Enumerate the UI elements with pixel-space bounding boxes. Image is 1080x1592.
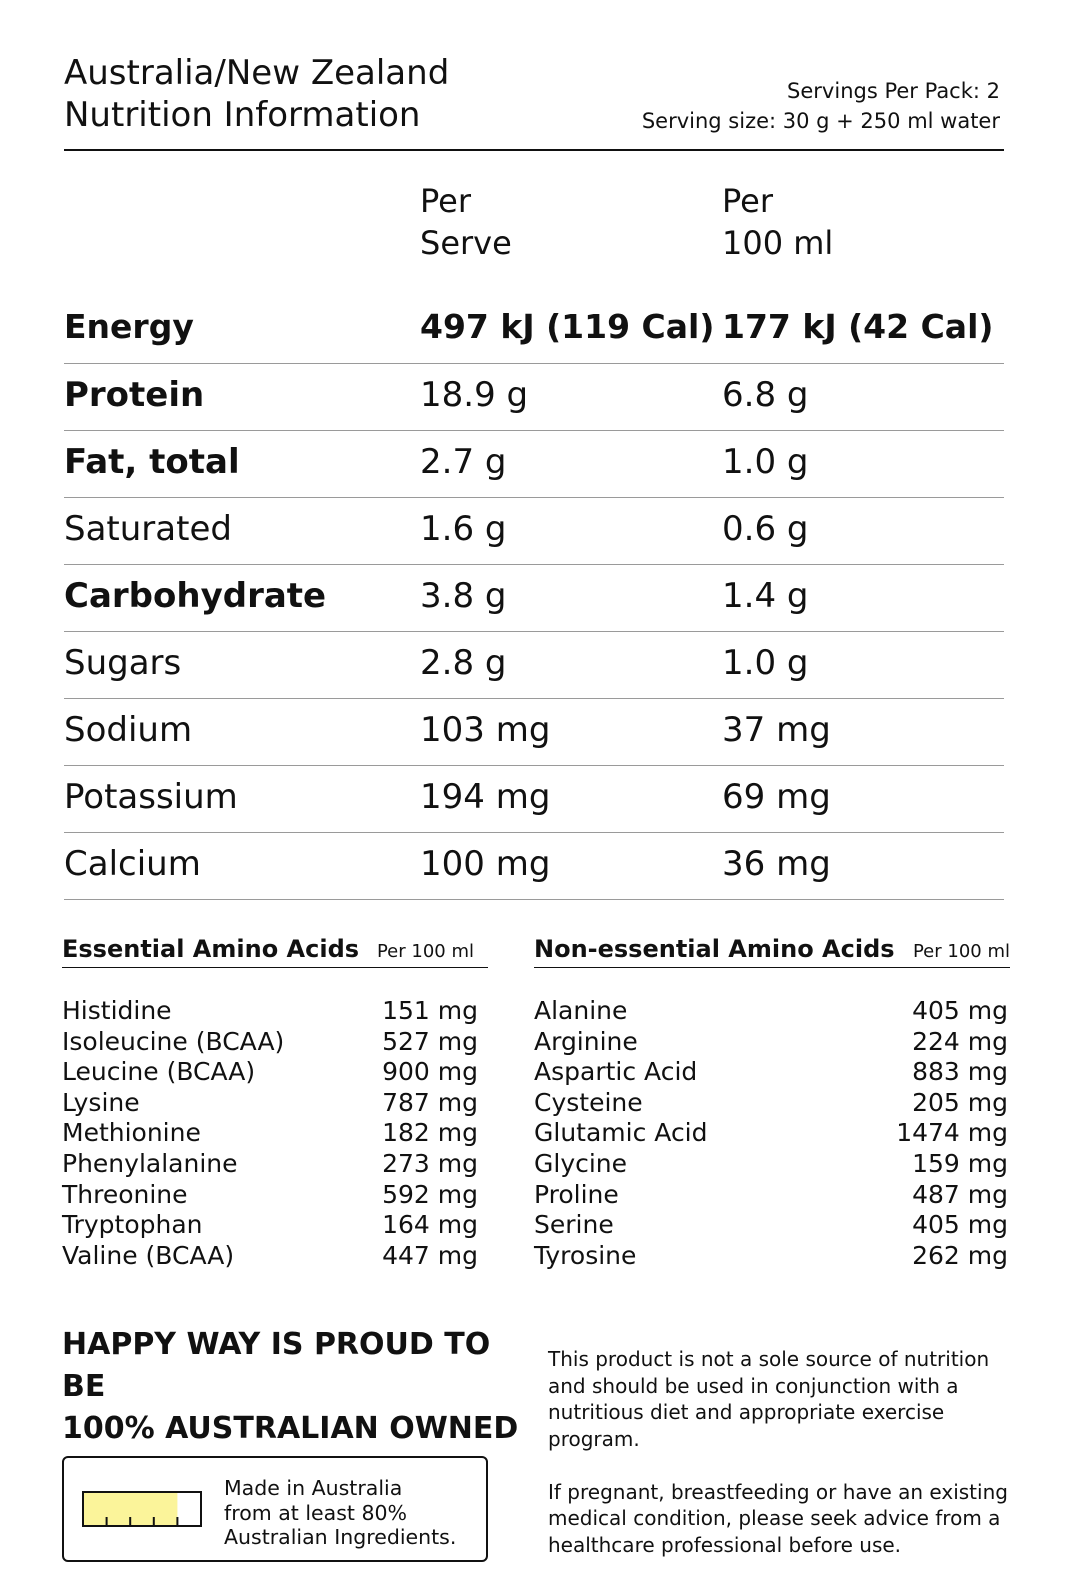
nutrition-row-saturated bbox=[64, 498, 1004, 565]
amino-acid-name: Phenylalanine bbox=[62, 1148, 238, 1178]
per-serve-value: 100 mg bbox=[420, 844, 551, 884]
nutrition-row-calcium bbox=[64, 833, 1004, 900]
list-item bbox=[62, 1149, 478, 1180]
list-item bbox=[534, 1149, 1008, 1180]
section-title: Essential Amino Acids bbox=[62, 935, 360, 963]
list-item bbox=[534, 1241, 1008, 1272]
per-100ml-value: 1.4 g bbox=[722, 576, 809, 616]
per-100ml-value: 1.0 g bbox=[722, 643, 809, 683]
section-unit: Per 100 ml bbox=[912, 941, 1010, 962]
nutrient-label: Fat, total bbox=[64, 442, 240, 482]
list-item bbox=[62, 1088, 478, 1119]
amino-acid-name: Glutamic Acid bbox=[534, 1118, 708, 1148]
amino-acid-value: 447 mg bbox=[382, 1240, 478, 1270]
per-serve-value: 497 kJ (119 Cal) bbox=[420, 307, 715, 346]
per-100ml-value: 0.6 g bbox=[722, 509, 809, 549]
nutrient-label: Sodium bbox=[64, 710, 193, 750]
amino-acid-name: Threonine bbox=[62, 1179, 188, 1209]
nutrition-row-sodium bbox=[64, 699, 1004, 766]
non-essential-amino-acids-header bbox=[534, 934, 1010, 968]
amino-acid-value: 405 mg bbox=[912, 996, 1008, 1025]
non-essential-amino-acids-list bbox=[534, 996, 1008, 1271]
amino-acid-value: 883 mg bbox=[912, 1057, 1008, 1087]
per-100ml-value: 69 mg bbox=[722, 777, 831, 817]
list-item bbox=[62, 1210, 478, 1241]
list-item bbox=[534, 1118, 1008, 1149]
amino-acid-value: 592 mg bbox=[382, 1179, 478, 1209]
per-100ml-value: 6.8 g bbox=[722, 375, 809, 415]
nutrition-row-protein bbox=[64, 364, 1004, 431]
title-line-1: Australia/New Zealand bbox=[64, 53, 450, 93]
badge-line-3: Australian Ingredients. bbox=[224, 1525, 457, 1549]
per-100ml-value: 1.0 g bbox=[722, 442, 809, 482]
statement-line-2: 100% AUSTRALIAN OWNED bbox=[62, 1411, 519, 1446]
nutrient-label: Calcium bbox=[64, 844, 201, 884]
badge-line-1: Made in Australia bbox=[224, 1476, 403, 1500]
statement-line-1: HAPPY WAY IS PROUD TO BE bbox=[62, 1327, 491, 1404]
list-item bbox=[62, 1027, 478, 1058]
title-line-2: Nutrition Information bbox=[64, 95, 421, 135]
per-100ml-value: 177 kJ (42 Cal) bbox=[722, 307, 994, 346]
nutrition-row-energy bbox=[64, 296, 1004, 364]
ingredient-bar-icon bbox=[82, 1491, 202, 1527]
amino-acid-value: 224 mg bbox=[912, 1026, 1008, 1056]
amino-acid-name: Histidine bbox=[62, 996, 172, 1025]
column-header-line: Serve bbox=[420, 224, 512, 262]
column-header-line: Per bbox=[420, 182, 471, 220]
nutrition-row-potassium bbox=[64, 766, 1004, 833]
amino-acid-value: 273 mg bbox=[382, 1148, 478, 1178]
nutrient-label: Protein bbox=[64, 375, 205, 415]
per-100ml-value: 36 mg bbox=[722, 844, 831, 884]
list-item bbox=[62, 1057, 478, 1088]
essential-amino-acids-header bbox=[62, 934, 488, 968]
list-item bbox=[62, 1118, 478, 1149]
per-serve-value: 1.6 g bbox=[420, 509, 507, 549]
header-divider bbox=[64, 149, 1004, 151]
essential-amino-acids-list bbox=[62, 996, 478, 1271]
section-title: Non-essential Amino Acids bbox=[534, 935, 895, 963]
made-in-australia-badge bbox=[62, 1456, 488, 1562]
column-header-per-100ml bbox=[722, 180, 833, 264]
amino-acid-name: Aspartic Acid bbox=[534, 1057, 698, 1087]
amino-acid-name: Cysteine bbox=[534, 1087, 643, 1117]
section-unit: Per 100 ml bbox=[376, 941, 474, 962]
amino-acid-name: Tryptophan bbox=[62, 1210, 203, 1240]
nutrition-row-fat-total bbox=[64, 431, 1004, 498]
panel-title bbox=[64, 52, 449, 136]
list-item bbox=[534, 1088, 1008, 1119]
amino-acid-name: Isoleucine (BCAA) bbox=[62, 1026, 285, 1056]
list-item bbox=[62, 1241, 478, 1272]
amino-acid-value: 405 mg bbox=[912, 1210, 1008, 1240]
list-item bbox=[534, 1027, 1008, 1058]
list-item bbox=[534, 1210, 1008, 1241]
nutrition-table bbox=[64, 296, 1004, 900]
amino-acid-value: 900 mg bbox=[382, 1057, 478, 1087]
per-serve-value: 3.8 g bbox=[420, 576, 507, 616]
column-header-line: Per bbox=[722, 182, 773, 220]
amino-acid-value: 151 mg bbox=[382, 996, 478, 1025]
amino-acid-name: Methionine bbox=[62, 1118, 201, 1148]
nutrient-label: Potassium bbox=[64, 777, 238, 817]
nutrient-label: Carbohydrate bbox=[64, 576, 327, 616]
list-item bbox=[534, 1057, 1008, 1088]
disclaimer bbox=[548, 1346, 1018, 1585]
per-serve-value: 103 mg bbox=[420, 710, 551, 750]
nutrition-row-sugars bbox=[64, 632, 1004, 699]
amino-acid-value: 164 mg bbox=[382, 1210, 478, 1240]
nutrient-label: Saturated bbox=[64, 509, 232, 549]
amino-acid-name: Glycine bbox=[534, 1148, 628, 1178]
list-item bbox=[534, 1180, 1008, 1211]
list-item bbox=[62, 996, 478, 1027]
nutrition-row-carbohydrate bbox=[64, 565, 1004, 632]
amino-acid-value: 1474 mg bbox=[896, 1118, 1008, 1148]
servings-per-pack: Servings Per Pack: 2 bbox=[787, 79, 1000, 103]
list-item bbox=[534, 996, 1008, 1027]
amino-acid-value: 182 mg bbox=[382, 1118, 478, 1148]
amino-acid-value: 159 mg bbox=[912, 1148, 1008, 1178]
per-serve-value: 194 mg bbox=[420, 777, 551, 817]
amino-acid-value: 205 mg bbox=[912, 1087, 1008, 1117]
australian-owned-statement bbox=[62, 1324, 532, 1450]
amino-acid-name: Serine bbox=[534, 1210, 614, 1240]
amino-acid-name: Arginine bbox=[534, 1026, 638, 1056]
amino-acid-name: Alanine bbox=[534, 996, 628, 1025]
amino-acid-value: 487 mg bbox=[912, 1179, 1008, 1209]
amino-acid-value: 262 mg bbox=[912, 1240, 1008, 1270]
column-header-per-serve bbox=[420, 180, 512, 264]
serving-info bbox=[642, 76, 1000, 136]
column-header-line: 100 ml bbox=[722, 224, 834, 262]
per-serve-value: 2.7 g bbox=[420, 442, 507, 482]
amino-acid-name: Valine (BCAA) bbox=[62, 1240, 235, 1270]
amino-acid-name: Proline bbox=[534, 1179, 619, 1209]
amino-acid-name: Lysine bbox=[62, 1087, 140, 1117]
nutrient-label: Sugars bbox=[64, 643, 182, 683]
disclaimer-paragraph-2: If pregnant, breastfeeding or have an existing medical condition, please seek advice from a healthcare professional before use. bbox=[548, 1479, 1008, 1557]
amino-acid-value: 787 mg bbox=[382, 1087, 478, 1117]
amino-acid-value: 527 mg bbox=[382, 1026, 478, 1056]
per-serve-value: 18.9 g bbox=[420, 375, 529, 415]
amino-acid-name: Tyrosine bbox=[534, 1240, 637, 1270]
amino-acid-name: Leucine (BCAA) bbox=[62, 1057, 256, 1087]
badge-line-2: from at least 80% bbox=[224, 1500, 408, 1525]
list-item bbox=[62, 1180, 478, 1211]
serving-size: Serving size: 30 g + 250 ml water bbox=[641, 109, 1000, 133]
made-in-australia-text bbox=[224, 1476, 456, 1550]
per-serve-value: 2.8 g bbox=[420, 643, 507, 683]
nutrient-label: Energy bbox=[64, 307, 194, 346]
disclaimer-paragraph-1: This product is not a sole source of nutrition and should be used in conjunction with a nutritious diet and appropriate exercise program. bbox=[548, 1347, 990, 1451]
per-100ml-value: 37 mg bbox=[722, 710, 831, 750]
